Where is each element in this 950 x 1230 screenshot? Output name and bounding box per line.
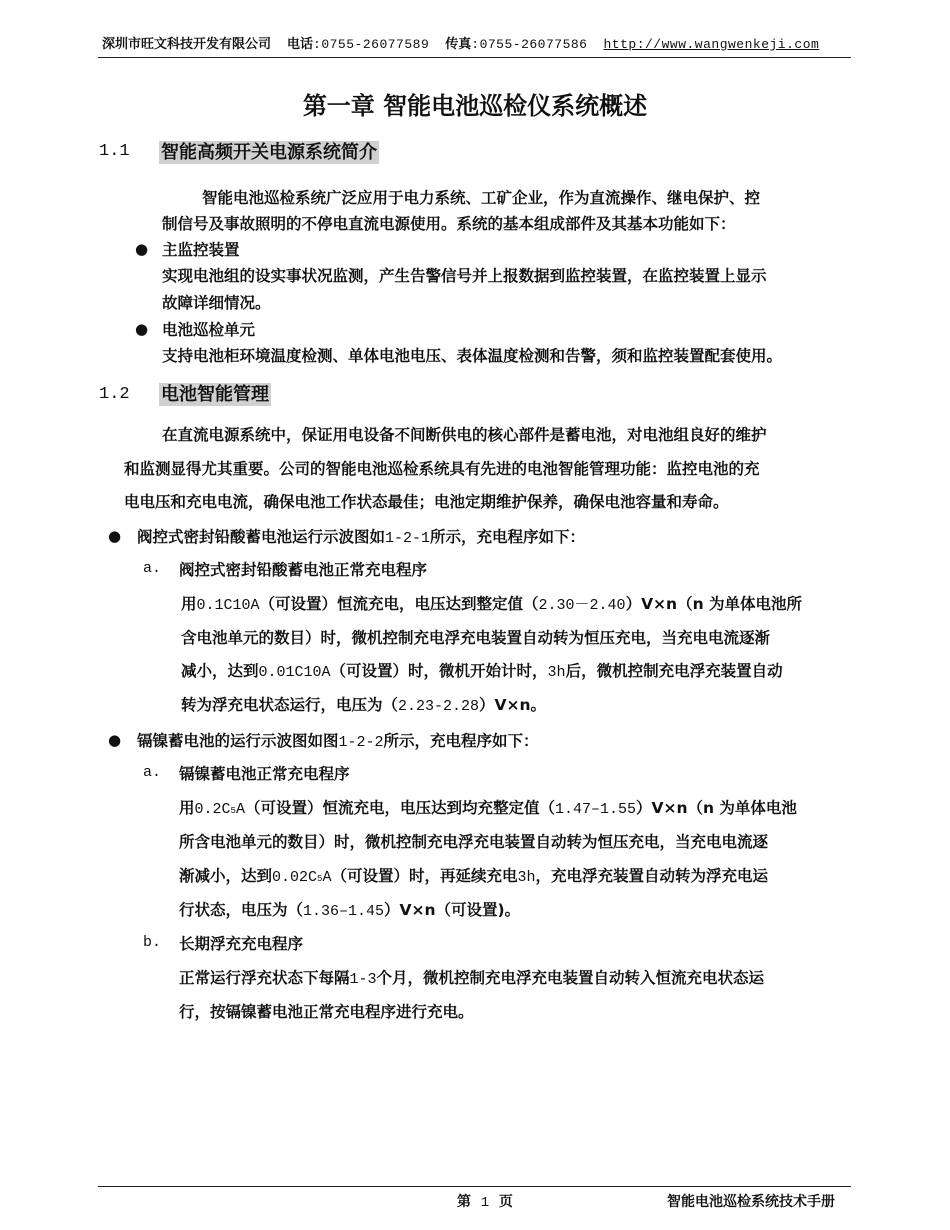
nicd-sub-b-line2: 行，按镉镍蓄电池正常充电程序进行充电。 [179,1003,474,1021]
phone-number: :0755-26077589 [313,37,430,52]
vrla-sub-a-line3: 减小，达到0.01C10A（可设置）时，微机开始计时，3h后，微机控制充电浮充装置自动 [181,662,783,681]
nicd-sub-a-line4: 行状态，电压为（1.36–1.45）V×n（可设置)。 [179,901,521,920]
vrla-sub-a-line2: 含电池单元的数目）时，微机控制充电浮充电装置自动转为恒压充电，当充电电流逐渐 [181,629,771,647]
section-1-2-para-line3: 电电压和充电电流，确保电池工作状态最佳；电池定期维护保养，确保电池容量和寿命。 [124,493,729,511]
manual-title: 智能电池巡检系统技术手册 [667,1194,835,1210]
nicd-sub-a-title: 镉镍蓄电池正常充电程序 [179,765,350,783]
item-inspection-unit-title: 电池巡检单元 [162,321,256,339]
item-main-monitor-title: 主监控装置 [162,241,240,259]
nicd-sub-b-label: b. [143,934,162,951]
section-1-1-number: 1.1 [99,142,130,161]
page-number: 第 1 页 [457,1194,513,1211]
header-divider [98,57,851,58]
vrla-sub-a-line4: 转为浮充电状态运行，电压为（2.23-2.28）V×n。 [181,696,547,715]
section-1-2-para-line2: 和监测显得尤其重要。公司的智能电池巡检系统具有先进的电池智能管理功能：监控电池的充 [124,460,760,478]
nicd-sub-b-line1: 正常运行浮充状态下每隔1-3个月，微机控制充电浮充电装置自动转入恒流充电状态运 [179,969,765,988]
section-1-1-heading: 智能高频开关电源系统简介 [161,142,377,163]
nicd-sub-a-line1: 用0.2C5A（可设置）恒流充电，电压达到均充整定值（1.47–1.55）V×n（n 为单体电池 [179,799,797,818]
item-main-monitor-desc-line2: 故障详细情况。 [162,294,271,312]
item-inspection-unit-desc: 支持电池柜环境温度检测、单体电池电压、表体温度检测和告警，须和监控装置配套使用。 [162,347,783,365]
company-name: 深圳市旺文科技开发有限公司 [102,37,272,52]
bullet-icon: ● [108,731,122,749]
nicd-sub-b-title: 长期浮充充电程序 [179,935,304,953]
phone-label: 电话 [287,37,314,52]
item-main-monitor-desc-line1: 实现电池组的设实事状况监测，产生告警信号并上报数据到监控装置，在监控装置上显示 [162,267,767,285]
nicd-sub-a-line3: 渐减小，达到0.02C5A（可设置）时，再延续充电3h，充电浮充装置自动转为浮充电运 [179,867,768,886]
section-1-2-para-line1: 在直流电源系统中，保证用电设备不间断供电的核心部件是蓄电池，对电池组良好的维护 [162,426,767,444]
section-1-1-intro-line1: 智能电池巡检系统广泛应用于电力系统、工矿企业，作为直流操作、继电保护、控 [202,189,761,207]
section-1-2-heading: 电池智能管理 [161,384,269,405]
footer-divider [98,1186,851,1187]
website-link[interactable]: http://www.wangwenkeji.com [603,37,820,52]
bullet-icon: ● [135,320,149,338]
vrla-bullet: 阀控式密封铅酸蓄电池运行示波图如1-2-1所示，充电程序如下： [137,528,586,547]
vrla-sub-a-title: 阀控式密封铅酸蓄电池正常充电程序 [179,561,428,579]
nicd-bullet: 镉镍蓄电池的运行示波图如图1-2-2所示，充电程序如下： [137,732,539,751]
nicd-sub-a-line2: 所含电池单元的数目）时，微机控制充电浮充电装置自动转为恒压充电，当充电电流逐 [179,833,769,851]
nicd-sub-a-label: a. [143,764,162,781]
section-1-1-intro-line2: 制信号及事故照明的不停电直流电源使用。系统的基本组成部件及其基本功能如下： [162,215,736,233]
page-header [102,33,819,52]
chapter-title: 第一章 智能电池巡检仪系统概述 [302,92,648,120]
bullet-icon: ● [108,527,122,545]
section-1-2-number: 1.2 [99,385,130,404]
fax-label: 传真 [445,37,472,52]
vrla-sub-a-label: a. [143,560,162,577]
fax-number: :0755-26077586 [471,37,588,52]
bullet-icon: ● [135,240,149,258]
vrla-sub-a-line1: 用0.1C10A（可设置）恒流充电，电压达到整定值（2.30－2.40）V×n（n 为单体电池所 [181,595,803,614]
